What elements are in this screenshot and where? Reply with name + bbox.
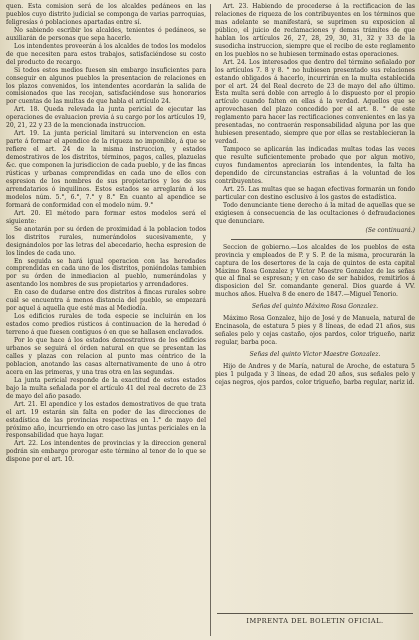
person2-heading: Señas del quinto Victor Maestre Gonzalez. <box>249 351 381 359</box>
article-21: Art. 21. El apendice y los estados demostrativos de que trata el art. 19 estarán sin falta en poder de las direcciones de estadística de las provincias respectivas en 1.° de mayo del próximo año, incurriendo en otro caso las juntas periciales en la responsabilidad que haya lugar. <box>6 400 206 440</box>
printer-imprint: IMPRENTA DEL BOLETIN OFICIAL. <box>217 613 413 625</box>
continuation-note: (Se continuará.) <box>365 226 415 234</box>
article-22: Art. 22. Los intendentes de provincias y la direccion general podrán sin embargo prorogar este término al tenor de lo que se dispone por el art. 10. <box>6 440 206 464</box>
article-19: Art. 19. La junta pericial limitará su intervencion en esta parte á formar el apendice de la riqueza no imponible, á que se refiere el art. 24 de la misma instruccion, y estados demostrativos de los distritos, términos, pagos, calles, plazuelas &c. que componen la jurisdiccion de cada pueblo, y de las fincas rústicas y urbanas comprendidas en cada uno de ellos con espresion de los nombres de sus propietarios y los de sus arrendatarios ó inquilinos. Estos estados se arreglarán á los modelos núm. 5.°, 6.°, 7.° y 8.° En cuanto al apendice se formará de conformidad con el modelo núm. 9.° <box>6 130 206 209</box>
column-divider <box>210 4 211 636</box>
person1-heading: Señas del quinto Máximo Rosa Gonzalez. <box>251 303 379 311</box>
article-23: Art. 23. Habiendo de procederse á la rectificacion de las relaciones de riqueza de los contribuyentes en los términos que mas adelante se manifestará, se suprimen su exposicion al público, el juicio de reclamaciones y demas trámites de que hablan los artículos 26, 27, 28, 29, 30, 31, 32 y 33 de la susodicha instruccion, siempre que el recibo de este reglamento en los pueblos no se hubiesen terminado estas operaciones. <box>215 3 415 58</box>
left-column <box>6 3 206 464</box>
paragraph: No sabiendo escribir los alcaldes, tenientes ó pedáneos, se auxiliarán de personas que sepa hacerlo. <box>6 26 206 42</box>
paragraph: En seguida se hará igual operacion con las heredades comprendidas en cada uno de los distritos, poniéndolas tambien por su órden de inmediacion al pueblo, numerándolas y asentando los nombres de sus propietarios y arrendadores. <box>6 257 206 289</box>
person2-description: Hijo de Andres y de María, natural de Aroche, de estatura 5 pies 1 pulgada y 3 líneas, de edad 20 años, sus señales pelo y cejas negros, ojos pardos, color trigueño, barba regular, nariz id. <box>215 363 415 386</box>
paragraph: Se anotarán por su órden de proximidad á la poblacion todos los distritos rurales, numerándolos sucesivamente, y designándolos por las letras del abecedario, hecha espresion de los lindes de cada uno. <box>6 225 206 257</box>
article-18: Art. 18. Queda relevada la junta pericial de ejecutar las operaciones de evaluacion previa á su cargo por los artículos 19, 20, 21, 22 y 23 de la mencionada instruccion. <box>6 106 206 130</box>
paragraph: Los intendentes proveerán á los alcaldes de todos los modelos de que necesiten para estos trabajos, satisfaciéndose su costo del producto de recargo. <box>6 42 206 66</box>
paragraph: Los edificios rurales de toda especie se incluirán en los estados como predios rústicos á continuacion de la heredad ó terreno á que fuesen contiguos ó en que se hallasen enclavados. <box>6 313 206 337</box>
paragraph: Tampoco se aplicarán las indicadas multas todas las veces que resulte suficientemente probado que por algun motivo, cuyos fundamentos apreciarán los intendentes, la falta ha dependido de circunstancias estrañas á la voluntad de los contribuyentes. <box>215 146 415 185</box>
notice-paragraph: Seccion de gobierno.—Los alcaldes de los pueblos de esta provincia y empleados de P. y S. P. de la misma, procurarán la captura de los desertores de la caja de quintos de esta capital Máximo Rosa Gonzalez y Víctor Maestre Gonzalez de las señas que al final se espresan; y en caso de ser habidos, remitirlos á disposicion del Sr. comandante general. Dios guarde á VV. muchos años. Huelva 8 de enero de 1847.—Miguel Tenorio. <box>215 243 415 299</box>
person1-description: Máximo Rosa Gonzalez, hijo de José y de Manuela, natural de Encinasola, de estatura 5 pies y 8 líneas, de edad 21 años, sus señales pelo y cejas castaño, ojos pardos, color trigueño, nariz regular, barba poca. <box>215 315 415 347</box>
article-20: Art. 20. El método para formar estos modelos será el siguiente: <box>6 209 206 225</box>
right-column <box>215 3 415 387</box>
paragraph: La junta pericial responde de la exactitud de estos estados bajo la multa señalada por el artículo 41 del real decreto de 23 de mayo del año pasado. <box>6 376 206 400</box>
paragraph: Si todos estos medios fuesen sin embargo insuficientes para conseguir en algunos pueblos la presentacion de relaciones en los plazos convenidos, los intendentes acordarán la salida de comisionados que las recojan, satisfaciéndose sus honorarios por cuentas de las multas de que habla el artículo 24. <box>6 66 206 106</box>
paragraph: quen. Esta comision será de los alcaldes pedáneos en las pueblos cuyo distrito judicial se componga de varias parroquias, feligresías ó poblaciones apartadas entre sí. <box>6 3 206 26</box>
article-25: Art. 25. Las multas que se hagan efectivas formarán un fondo particular con destino esclusivo á los gastos de estadística. <box>215 185 415 201</box>
paragraph: Todo denunciante tiene derecho á la mitad de aquellas que se exigiesen á consecuencia de las ocultaciones ó defraudaciones que denunciare. <box>215 201 415 225</box>
paragraph: En caso de dudarse entre dos distritos á fincas rurales sobre cuál se encuentra á menos distancia del pueblo, se empezará por aquel á aquella que esté mas al Mediodía. <box>6 289 206 313</box>
article-24: Art. 24. Los interesados que dentro del término señalado por los artículos 7. 8 y 8. ° no hubiesen presentado sus relaciones estando obligados á hacerlo, incurrirán en la multa establecida por el art. 24 del Real decreto de 23 de mayo del año último. Esta multa será doble con arreglo á lo dispuesto por el propio artículo cuando falten en ellas á la verdad. Aquellos que se aprovechasen del plazo concedido por el art. 8. ° de este reglamento para hacer las rectificaciones convenientes en las ya presentadas, no contraerán responsabilidad alguna por las que hubiesen presentado, siempre que por ellas se restablecieran la verdad. <box>215 58 415 146</box>
section-divider <box>231 239 399 240</box>
paragraph: Por lo que hace á los estados demostrativos de los edificios urbanos se seguirá el órden natural en que se presentan las calles y plazas con relacion al punto mas céntrico de la poblacion, anotando las casas alternativamente de uno á otro acera en las primeras, y una tras otra en las segundas. <box>6 337 206 376</box>
